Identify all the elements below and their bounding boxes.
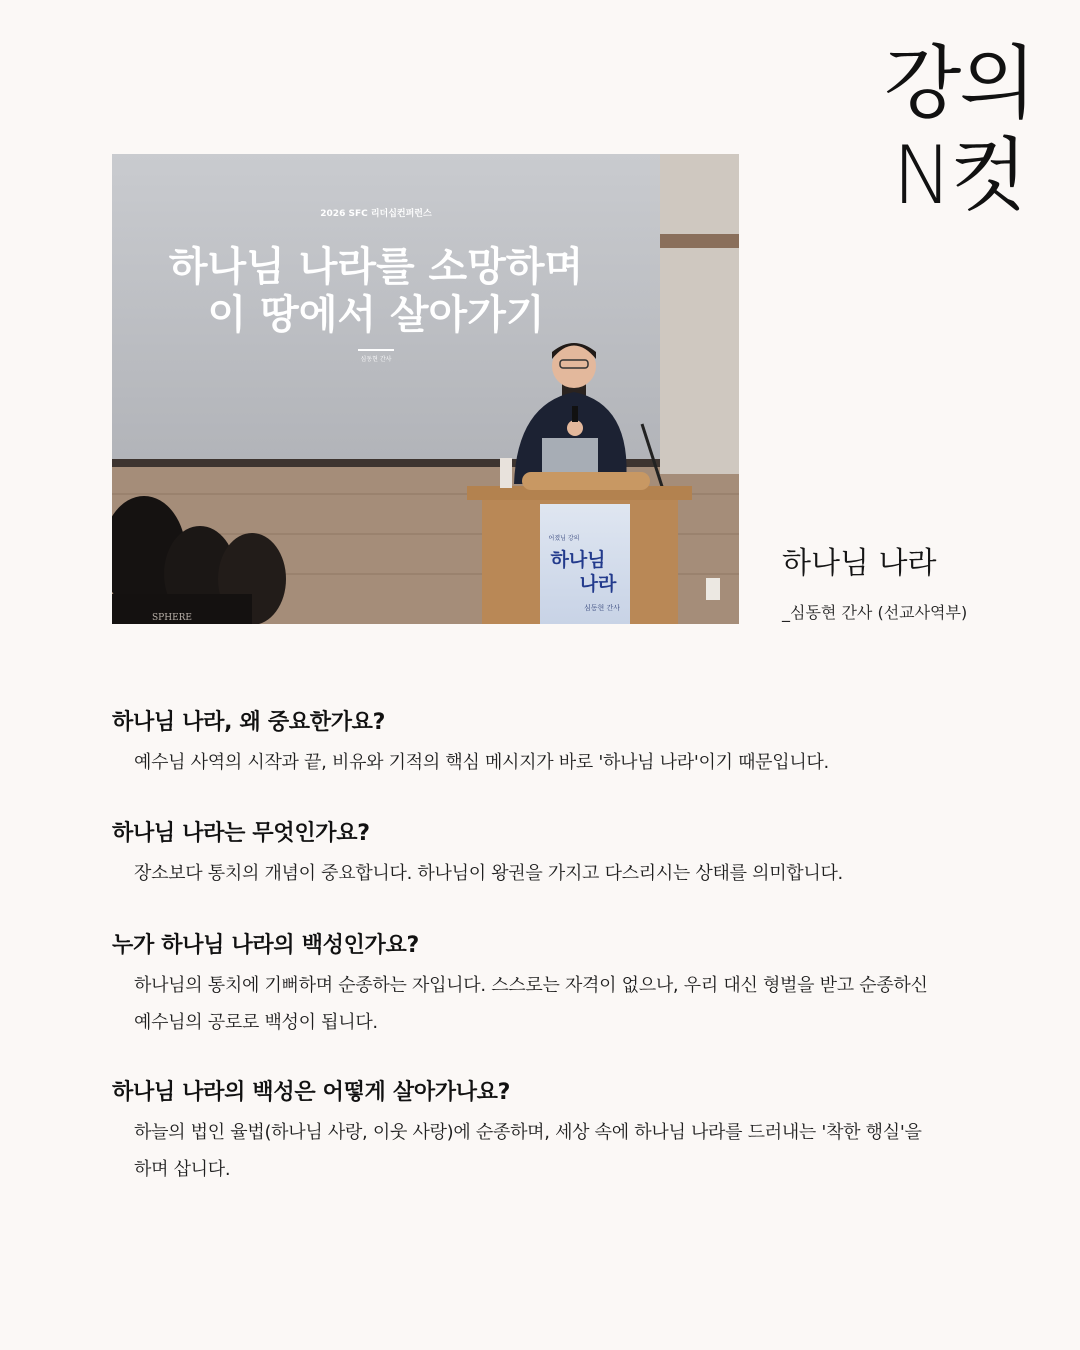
podium-small-text: 어졌님 강의 [548, 535, 580, 542]
qa-answer: 예수님 사역의 시작과 끝, 비유와 기적의 핵심 메시지가 바로 '하나님 나라'이기 때문입니다. [134, 752, 829, 773]
qa-item [112, 708, 972, 781]
podium-line2: 나라 [579, 573, 617, 595]
qa-item [112, 1078, 972, 1188]
slide-title-line1: 하나님 나라를 소망하며 [168, 244, 584, 290]
qa-question: 누가 하나님 나라의 백성인가요? [112, 933, 419, 958]
audience-jacket-text: SPHERE [152, 613, 192, 623]
qa-question: 하나님 나라는 무엇인가요? [112, 821, 370, 846]
lecture-photo [112, 154, 739, 624]
session-title: 하나님 나라 [782, 546, 937, 581]
corner-title-line2: N컷 [892, 129, 1026, 222]
slide-speaker-text: 심동현 간사 [360, 356, 392, 363]
slide-title-line2: 이 땅에서 살아가기 [207, 292, 545, 338]
corner-title-line1: 강의 [884, 37, 1035, 130]
qa-item [112, 819, 972, 892]
qa-answer: 하나님의 통치에 기뻐하며 순종하는 자입니다. 스스로는 자격이 없으나, 우리 대신 형벌을 받고 순종하신 예수님의 공로로 백성이 됩니다. [134, 975, 928, 1033]
speaker-credit: _심동현 간사 (선교사역부) [782, 603, 968, 622]
qa-item [112, 931, 972, 1041]
qa-question: 하나님 나라의 백성은 어떻게 살아가나요? [112, 1080, 511, 1105]
corner-title [884, 38, 1034, 222]
qa-question: 하나님 나라, 왜 중요한가요? [112, 710, 386, 735]
podium-speaker-text: 심동현 간사 [583, 604, 621, 612]
qa-answer: 장소보다 통치의 개념이 중요합니다. 하나님이 왕권을 가지고 다스리시는 상태를 의미합니다. [134, 863, 843, 884]
slide-small-text: 2026 SFC 리더십컨퍼런스 [320, 209, 432, 219]
qa-answer: 하늘의 법인 율법(하나님 사랑, 이웃 사랑)에 순종하며, 세상 속에 하나님 나라를 드러내는 '착한 행실'을 하며 삽니다. [134, 1122, 922, 1180]
podium-line1: 하나님 [550, 549, 606, 571]
